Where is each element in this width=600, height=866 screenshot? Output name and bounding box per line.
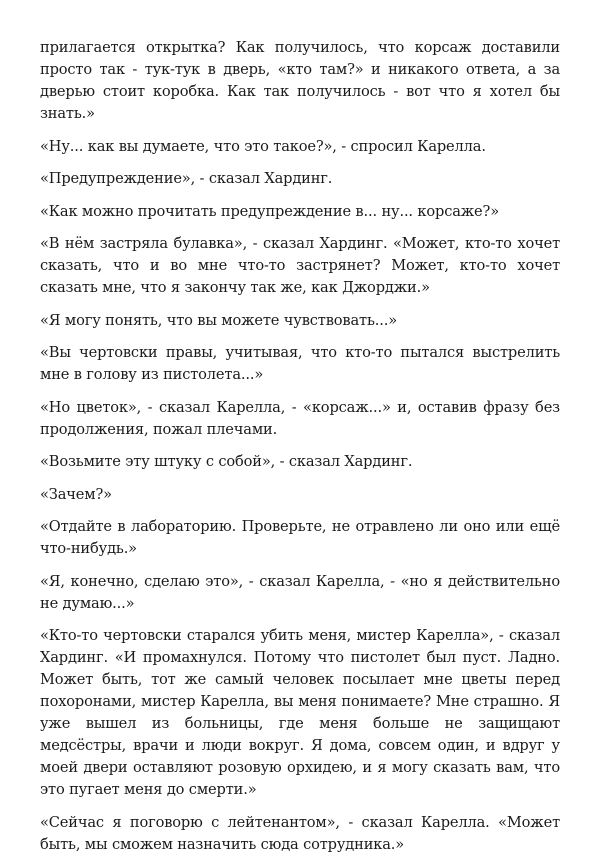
book-page	[40, 37, 560, 866]
paragraph-14: «Сейчас я поговорю с лейтенантом», - сказал Карелла. «Может быть, мы сможем назначить сюда сотрудника.»	[40, 813, 560, 853]
paragraph-9: «Возьмите эту штуку с собой», - сказал Хардинг.	[40, 453, 413, 470]
paragraph-3: «Предупреждение», - сказал Хардинг.	[40, 170, 333, 187]
paragraph-2: «Ну... как вы думаете, что это такое?», - спросил Карелла.	[40, 137, 486, 155]
paragraph-1: прилагается открытка? Как получилось, что корсаж доставили просто так - тук-тук в дверь, «кто там?» и никакого ответа, а за дверью стоит коробка. Как так получилось - вот что я хотел бы знать.»	[40, 39, 560, 122]
paragraph-12: «Я, конечно, сделаю это», - сказал Карелла, - «но я действительно не думаю...»	[40, 572, 560, 612]
paragraph-4: «Как можно прочитать предупреждение в... ну... корсаже?»	[40, 202, 499, 220]
paragraph-13: «Кто-то чертовски старался убить меня, мистер Карелла», - сказал Хардинг. «И промахнулся. Потому что пистолет был пуст. Ладно. Может быть, тот же самый человек посылает мне цветы перед похоронами, мистер Карелла, вы меня понимаете? Мне страшно. Я уже вышел из больницы, где меня больше не защищают медсёстры, врачи и люди вокруг. Я дома, совсем один, и вдруг у моей двери оставляют розовую орхидею, и я могу сказать вам, что это пугает меня до смерти.»	[40, 627, 560, 798]
paragraph-11: «Отдайте в лабораторию. Проверьте, не отравлено ли оно или ещё что-нибудь.»	[40, 518, 560, 557]
paragraph-7: «Вы чертовски правы, учитывая, что кто-то пытался выстрелить мне в голову из пистолета...»	[40, 344, 560, 383]
paragraph-6: «Я могу понять, что вы можете чувствовать...»	[40, 311, 398, 329]
paragraph-8: «Но цветок», - сказал Карелла, - «корсаж...» и, оставив фразу без продолжения, пожал плечами.	[40, 398, 560, 438]
paragraph-10: «Зачем?»	[40, 485, 112, 503]
paragraph-5: «В нём застряла булавка», - сказал Хардинг. «Может, кто-то хочет сказать, что и во мне что-то застрянет? Может, кто-то хочет сказать мне, что я закончу так же, как Джорджи.»	[40, 235, 560, 296]
